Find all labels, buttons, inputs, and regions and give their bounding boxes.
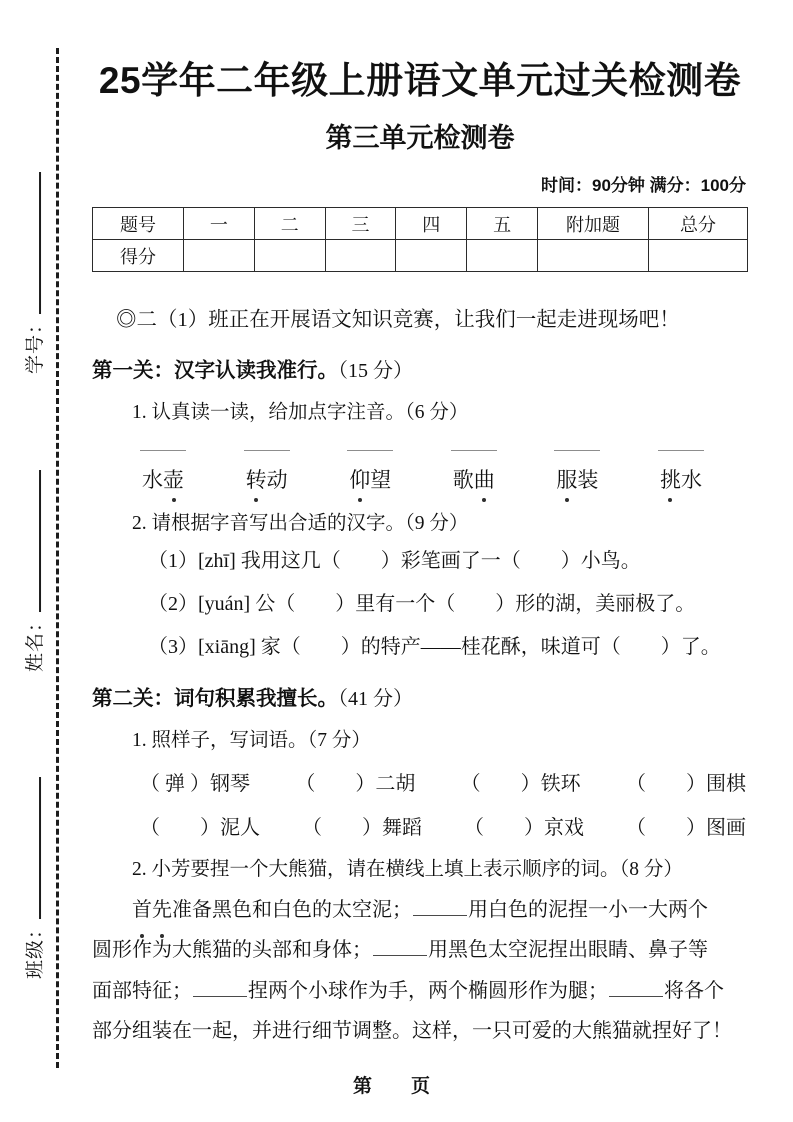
passage-text: 将各个 xyxy=(664,979,724,1002)
dotted-character: 装 xyxy=(577,467,599,492)
score-table-header-cell: 三 xyxy=(325,208,396,240)
annotated-word xyxy=(556,464,598,494)
score-table-header-cell: 题号 xyxy=(93,208,184,240)
dotted-character: 歌 xyxy=(452,467,474,492)
dotted-character: 望 xyxy=(370,467,392,492)
score-table-header-row xyxy=(93,208,748,240)
verb-object-item: （ ）泥人 xyxy=(140,816,260,839)
student-class-label: 班级： xyxy=(24,918,46,980)
dotted-character: 仰 xyxy=(349,464,370,494)
score-table-header-cell: 一 xyxy=(184,208,255,240)
section1-q2-label: 2. 请根据字音写出合适的汉字。（9 分） xyxy=(132,512,469,534)
section1-heading-text: 第一关：汉字认读我准行。 xyxy=(92,358,338,382)
score-table xyxy=(92,207,748,272)
score-table-header-cell: 五 xyxy=(467,208,538,240)
fill-in-item: （1）[zhī] 我用这几（ ）彩笔画了一（ ）小鸟。 xyxy=(148,549,641,572)
score-value-cell xyxy=(649,240,748,272)
annotated-word xyxy=(142,464,184,494)
main-content xyxy=(92,0,748,1052)
verb-object-item: （ ）二胡 xyxy=(295,772,416,795)
dotted-character: 转 xyxy=(246,464,267,494)
passage-text xyxy=(92,899,132,921)
word-item xyxy=(554,450,600,494)
verb-object-item: （ ）围棋 xyxy=(625,772,746,795)
section1-score: （15 分） xyxy=(338,359,413,382)
score-value-cell xyxy=(538,240,649,272)
dotted-character: 水 xyxy=(680,467,702,492)
annotated-word xyxy=(349,464,391,494)
dotted-character: 曲 xyxy=(474,464,495,494)
order-word-blank xyxy=(373,936,427,956)
section1-q1-label: 1. 认真读一读，给加点字注音。（6 分） xyxy=(132,401,469,423)
passage-text: 用黑色太空泥捏出眼睛、鼻子等 xyxy=(428,939,708,961)
annotated-word xyxy=(246,464,288,494)
order-word-blank xyxy=(609,977,663,997)
score-row-label: 得分 xyxy=(93,240,184,272)
pinyin-blank-line xyxy=(451,450,497,451)
score-table-header-cell: 二 xyxy=(254,208,325,240)
annotated-word xyxy=(453,464,495,494)
score-value-cell xyxy=(467,240,538,272)
score-table-header-cell: 总分 xyxy=(649,208,748,240)
score-table-header-cell: 附加题 xyxy=(538,208,649,240)
intro-sentence: ◎二（1）班正在开展语文知识竞赛，让我们一起走进现场吧！ xyxy=(116,309,680,331)
passage-line xyxy=(92,930,748,971)
passage-line xyxy=(92,890,748,931)
dotted-word xyxy=(132,899,172,921)
pinyin-blank-line xyxy=(347,450,393,451)
pinyin-blank-line xyxy=(140,450,186,451)
binding-dashed-line xyxy=(56,48,59,1068)
section2-score: （41 分） xyxy=(338,687,413,710)
dotted-character: 挑 xyxy=(660,464,681,494)
section2-heading-text: 第二关：词句积累我擅长。 xyxy=(92,686,338,710)
annotated-word-list xyxy=(140,450,704,494)
passage-text: 用白色的泥捏一小一大两个 xyxy=(468,898,708,921)
score-value-cell xyxy=(184,240,255,272)
page-number-footer: 第 页 xyxy=(352,1076,440,1097)
student-name-label: 姓名： xyxy=(24,611,46,673)
dotted-character: 动 xyxy=(266,467,288,492)
section2-q1-label: 1. 照样子，写词语。（7 分） xyxy=(132,729,371,751)
verb-object-item: （ 弹 ）钢琴 xyxy=(140,772,250,795)
word-item xyxy=(451,450,497,494)
dotted-character: 服 xyxy=(556,464,577,494)
word-item xyxy=(658,450,704,494)
unit-subtitle: 第三单元检测卷 xyxy=(325,123,515,153)
verb-object-item: （ ）图画 xyxy=(626,816,746,839)
student-id-label: 学号： xyxy=(24,313,46,375)
sequence-words-passage xyxy=(92,890,748,1052)
student-name-blank xyxy=(19,470,41,612)
score-value-cell xyxy=(325,240,396,272)
passage-line xyxy=(92,971,748,1012)
passage-text: 捏两个小球作为手，两个椭圆形作为腿； xyxy=(248,979,608,1002)
score-value-cell xyxy=(254,240,325,272)
word-item xyxy=(347,450,393,494)
pinyin-blank-line xyxy=(658,450,704,451)
verb-object-item: （ ）铁环 xyxy=(460,772,581,795)
pinyin-blank-line xyxy=(244,450,290,451)
time-and-score-info: 时间：90分钟 满分：100分 xyxy=(541,176,746,195)
passage-text: 圆形作为大熊猫的头部和身体； xyxy=(92,939,372,961)
section2-heading xyxy=(92,681,748,711)
section2-q2-label: 2. 小芳要捏一个大熊猫，请在横线上填上表示顺序的词。（8 分） xyxy=(132,858,683,880)
order-word-blank xyxy=(413,896,467,916)
fill-in-item: （2）[yuán] 公（ ）里有一个（ ）形的湖，美丽极了。 xyxy=(148,592,696,615)
dotted-character: 首 xyxy=(132,890,152,931)
passage-text: 准备黑色和白色的太空泥； xyxy=(172,898,412,921)
verb-object-item: （ ）舞蹈 xyxy=(302,816,422,839)
paper-title: 25学年二年级上册语文单元过关检测卷 xyxy=(98,60,742,101)
annotated-word xyxy=(660,464,702,494)
pinyin-blank-line xyxy=(554,450,600,451)
passage-text: 面部特征； xyxy=(92,979,192,1002)
fill-in-item: （3）[xiāng] 家（ ）的特产——桂花酥，味道可（ ）了。 xyxy=(148,635,721,658)
fill-in-character-items xyxy=(148,544,748,664)
order-word-blank xyxy=(193,977,247,997)
section1-heading xyxy=(92,353,748,383)
word-item xyxy=(140,450,186,494)
dotted-character: 壶 xyxy=(163,464,184,494)
passage-text: 部分组装在一起，并进行细节调整。这样，一只可爱的大熊猫就捏好了！ xyxy=(92,1020,732,1042)
verb-object-item: （ ）京戏 xyxy=(464,816,584,839)
student-id-blank xyxy=(19,172,41,314)
passage-line xyxy=(92,1011,748,1052)
score-table-header-cell: 四 xyxy=(396,208,467,240)
dotted-character: 水 xyxy=(142,467,163,492)
word-item xyxy=(244,450,290,494)
dotted-character: 先 xyxy=(152,890,172,931)
student-class-blank xyxy=(19,777,41,919)
verb-object-row-2 xyxy=(140,811,746,840)
verb-object-row-1 xyxy=(140,767,746,796)
score-table-value-row xyxy=(93,240,748,272)
score-value-cell xyxy=(396,240,467,272)
